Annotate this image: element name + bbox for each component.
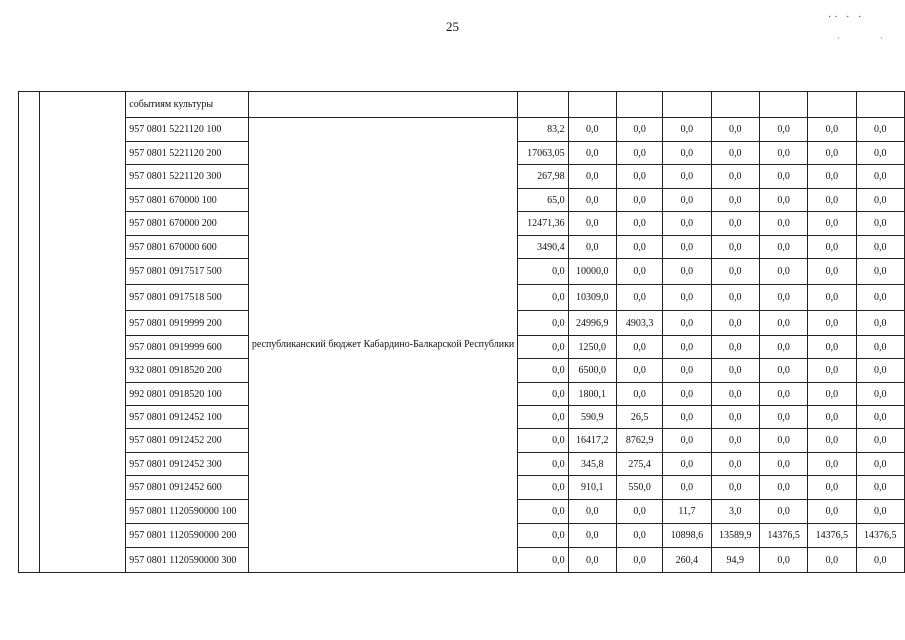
name-column — [40, 92, 126, 573]
amount-cell: 0,0 — [663, 165, 711, 189]
amount-cell: 0,0 — [759, 548, 807, 573]
header-value-cell — [759, 92, 807, 118]
amount-cell: 0,0 — [808, 212, 856, 236]
funding-source-cell: республиканский бюджет Кабардино-Балкарской Республики — [248, 118, 517, 573]
amount-cell: 3490,4 — [518, 236, 568, 259]
budget-code-cell: 957 0801 670000 600 — [126, 236, 249, 259]
amount-cell: 13589,9 — [711, 524, 759, 548]
amount-cell: 0,0 — [711, 383, 759, 406]
amount-cell: 0,0 — [616, 142, 662, 165]
amount-cell: 0,0 — [568, 142, 616, 165]
amount-cell: 1250,0 — [568, 336, 616, 359]
amount-cell: 0,0 — [759, 142, 807, 165]
budget-code-cell: 957 0801 1120590000 300 — [126, 548, 249, 573]
amount-cell: 0,0 — [616, 189, 662, 212]
amount-cell: 0,0 — [663, 429, 711, 453]
amount-cell: 0,0 — [808, 311, 856, 336]
amount-cell: 0,0 — [568, 118, 616, 142]
amount-cell: 0,0 — [663, 142, 711, 165]
amount-cell: 0,0 — [759, 336, 807, 359]
amount-cell: 0,0 — [711, 142, 759, 165]
amount-cell: 0,0 — [856, 118, 904, 142]
amount-cell: 11,7 — [663, 500, 711, 524]
amount-cell: 0,0 — [759, 429, 807, 453]
header-code-cell: событиям культуры — [126, 92, 249, 118]
amount-cell: 0,0 — [759, 212, 807, 236]
amount-cell: 275,4 — [616, 453, 662, 476]
amount-cell: 0,0 — [808, 236, 856, 259]
amount-cell: 6500,0 — [568, 359, 616, 383]
amount-cell: 0,0 — [711, 359, 759, 383]
amount-cell: 0,0 — [616, 236, 662, 259]
amount-cell: 0,0 — [518, 359, 568, 383]
amount-cell: 260,4 — [663, 548, 711, 573]
amount-cell: 17063,05 — [518, 142, 568, 165]
amount-cell: 0,0 — [856, 406, 904, 429]
budget-code-cell: 957 0801 5221120 300 — [126, 165, 249, 189]
amount-cell: 0,0 — [759, 476, 807, 500]
amount-cell: 4903,3 — [616, 311, 662, 336]
amount-cell: 0,0 — [616, 359, 662, 383]
amount-cell: 550,0 — [616, 476, 662, 500]
scan-artifact-dot: · — [837, 34, 843, 43]
amount-cell: 0,0 — [808, 383, 856, 406]
amount-cell: 0,0 — [518, 548, 568, 573]
amount-cell: 12471,36 — [518, 212, 568, 236]
amount-cell: 0,0 — [856, 285, 904, 311]
amount-cell: 0,0 — [808, 336, 856, 359]
amount-cell: 0,0 — [856, 311, 904, 336]
amount-cell: 8762,9 — [616, 429, 662, 453]
amount-cell: 0,0 — [856, 453, 904, 476]
amount-cell: 0,0 — [616, 383, 662, 406]
amount-cell: 0,0 — [616, 336, 662, 359]
amount-cell: 0,0 — [808, 548, 856, 573]
budget-code-cell: 957 0801 0919999 200 — [126, 311, 249, 336]
header-value-cell — [568, 92, 616, 118]
amount-cell: 590,9 — [568, 406, 616, 429]
amount-cell: 0,0 — [568, 236, 616, 259]
amount-cell: 0,0 — [568, 189, 616, 212]
table-body — [19, 92, 905, 573]
amount-cell: 0,0 — [616, 165, 662, 189]
amount-cell: 0,0 — [616, 285, 662, 311]
amount-cell: 0,0 — [808, 406, 856, 429]
amount-cell: 0,0 — [663, 336, 711, 359]
amount-cell: 0,0 — [616, 548, 662, 573]
amount-cell: 0,0 — [856, 359, 904, 383]
amount-cell: 0,0 — [856, 548, 904, 573]
amount-cell: 0,0 — [759, 285, 807, 311]
amount-cell: 0,0 — [518, 336, 568, 359]
amount-cell: 0,0 — [856, 212, 904, 236]
amount-cell: 0,0 — [568, 212, 616, 236]
amount-cell: 0,0 — [808, 189, 856, 212]
amount-cell: 0,0 — [568, 524, 616, 548]
table-header-row — [19, 92, 905, 118]
budget-code-cell: 957 0801 5221120 100 — [126, 118, 249, 142]
amount-cell: 0,0 — [759, 311, 807, 336]
amount-cell: 0,0 — [711, 259, 759, 285]
amount-cell: 0,0 — [616, 500, 662, 524]
table-row — [19, 118, 905, 142]
budget-code-cell: 957 0801 5221120 200 — [126, 142, 249, 165]
amount-cell: 0,0 — [759, 236, 807, 259]
amount-cell: 0,0 — [759, 359, 807, 383]
amount-cell: 0,0 — [808, 359, 856, 383]
amount-cell: 345,8 — [568, 453, 616, 476]
amount-cell: 0,0 — [856, 500, 904, 524]
amount-cell: 0,0 — [711, 118, 759, 142]
amount-cell: 0,0 — [711, 453, 759, 476]
amount-cell: 0,0 — [518, 500, 568, 524]
amount-cell: 0,0 — [856, 189, 904, 212]
amount-cell: 0,0 — [856, 383, 904, 406]
amount-cell: 0,0 — [518, 383, 568, 406]
budget-code-cell: 957 0801 0912452 200 — [126, 429, 249, 453]
amount-cell: 0,0 — [856, 142, 904, 165]
amount-cell: 0,0 — [663, 285, 711, 311]
header-source-cell — [248, 92, 517, 118]
scan-artifact-mark: ·· · · — [828, 12, 865, 23]
amount-cell: 0,0 — [808, 142, 856, 165]
amount-cell: 0,0 — [759, 118, 807, 142]
amount-cell: 0,0 — [759, 406, 807, 429]
left-margin-column — [19, 92, 40, 573]
amount-cell: 0,0 — [568, 548, 616, 573]
budget-code-cell: 957 0801 0917517 500 — [126, 259, 249, 285]
amount-cell: 10898,6 — [663, 524, 711, 548]
amount-cell: 0,0 — [759, 259, 807, 285]
amount-cell: 0,0 — [759, 453, 807, 476]
budget-code-cell: 957 0801 670000 200 — [126, 212, 249, 236]
amount-cell: 83,2 — [518, 118, 568, 142]
header-value-cell — [663, 92, 711, 118]
amount-cell: 26,5 — [616, 406, 662, 429]
budget-table — [18, 91, 905, 573]
amount-cell: 0,0 — [711, 406, 759, 429]
amount-cell: 10309,0 — [568, 285, 616, 311]
header-value-cell — [856, 92, 904, 118]
budget-code-cell: 957 0801 1120590000 100 — [126, 500, 249, 524]
amount-cell: 14376,5 — [856, 524, 904, 548]
amount-cell: 0,0 — [711, 189, 759, 212]
amount-cell: 0,0 — [759, 189, 807, 212]
amount-cell: 0,0 — [856, 165, 904, 189]
budget-code-cell: 932 0801 0918520 200 — [126, 359, 249, 383]
amount-cell: 910,1 — [568, 476, 616, 500]
amount-cell: 0,0 — [518, 524, 568, 548]
amount-cell: 0,0 — [856, 476, 904, 500]
amount-cell: 65,0 — [518, 189, 568, 212]
amount-cell: 0,0 — [711, 476, 759, 500]
budget-code-cell: 957 0801 0912452 100 — [126, 406, 249, 429]
amount-cell: 0,0 — [808, 165, 856, 189]
budget-code-cell: 957 0801 0919999 600 — [126, 336, 249, 359]
header-value-cell — [711, 92, 759, 118]
amount-cell: 0,0 — [663, 118, 711, 142]
amount-cell: 0,0 — [856, 236, 904, 259]
amount-cell: 0,0 — [759, 500, 807, 524]
amount-cell: 1800,1 — [568, 383, 616, 406]
page-number: 25 — [446, 19, 459, 34]
amount-cell: 0,0 — [808, 429, 856, 453]
amount-cell: 0,0 — [856, 336, 904, 359]
amount-cell: 24996,9 — [568, 311, 616, 336]
header-value-cell — [616, 92, 662, 118]
amount-cell: 0,0 — [711, 311, 759, 336]
amount-cell: 0,0 — [711, 236, 759, 259]
amount-cell: 0,0 — [518, 311, 568, 336]
amount-cell: 94,9 — [711, 548, 759, 573]
amount-cell: 0,0 — [663, 236, 711, 259]
budget-code-cell: 957 0801 670000 100 — [126, 189, 249, 212]
amount-cell: 0,0 — [663, 359, 711, 383]
amount-cell: 0,0 — [711, 285, 759, 311]
amount-cell: 0,0 — [711, 429, 759, 453]
amount-cell: 0,0 — [808, 500, 856, 524]
amount-cell: 0,0 — [808, 259, 856, 285]
amount-cell: 0,0 — [616, 524, 662, 548]
amount-cell: 0,0 — [663, 259, 711, 285]
amount-cell: 0,0 — [711, 165, 759, 189]
budget-code-cell: 957 0801 0917518 500 — [126, 285, 249, 311]
amount-cell: 0,0 — [616, 259, 662, 285]
amount-cell: 0,0 — [856, 259, 904, 285]
amount-cell: 0,0 — [663, 212, 711, 236]
amount-cell: 0,0 — [711, 212, 759, 236]
amount-cell: 0,0 — [759, 165, 807, 189]
amount-cell: 0,0 — [808, 285, 856, 311]
amount-cell: 14376,5 — [759, 524, 807, 548]
amount-cell: 0,0 — [616, 212, 662, 236]
amount-cell: 0,0 — [518, 453, 568, 476]
amount-cell: 0,0 — [518, 476, 568, 500]
amount-cell: 0,0 — [808, 476, 856, 500]
amount-cell: 0,0 — [518, 429, 568, 453]
amount-cell: 0,0 — [856, 429, 904, 453]
header-value-cell — [808, 92, 856, 118]
amount-cell: 0,0 — [663, 189, 711, 212]
amount-cell: 0,0 — [759, 383, 807, 406]
amount-cell: 0,0 — [518, 406, 568, 429]
scan-artifact-dot: · — [880, 34, 886, 43]
amount-cell: 0,0 — [808, 453, 856, 476]
amount-cell: 0,0 — [663, 311, 711, 336]
amount-cell: 0,0 — [808, 118, 856, 142]
budget-code-cell: 957 0801 1120590000 200 — [126, 524, 249, 548]
budget-code-cell: 957 0801 0912452 300 — [126, 453, 249, 476]
amount-cell: 0,0 — [663, 383, 711, 406]
budget-code-cell: 992 0801 0918520 100 — [126, 383, 249, 406]
amount-cell: 0,0 — [568, 165, 616, 189]
amount-cell: 14376,5 — [808, 524, 856, 548]
amount-cell: 3,0 — [711, 500, 759, 524]
amount-cell: 0,0 — [518, 285, 568, 311]
amount-cell: 0,0 — [663, 406, 711, 429]
amount-cell: 0,0 — [616, 118, 662, 142]
header-value-cell — [518, 92, 568, 118]
amount-cell: 0,0 — [663, 476, 711, 500]
amount-cell: 0,0 — [568, 500, 616, 524]
amount-cell: 0,0 — [711, 336, 759, 359]
amount-cell: 267,98 — [518, 165, 568, 189]
amount-cell: 10000,0 — [568, 259, 616, 285]
budget-code-cell: 957 0801 0912452 600 — [126, 476, 249, 500]
amount-cell: 0,0 — [663, 453, 711, 476]
amount-cell: 0,0 — [518, 259, 568, 285]
amount-cell: 16417,2 — [568, 429, 616, 453]
